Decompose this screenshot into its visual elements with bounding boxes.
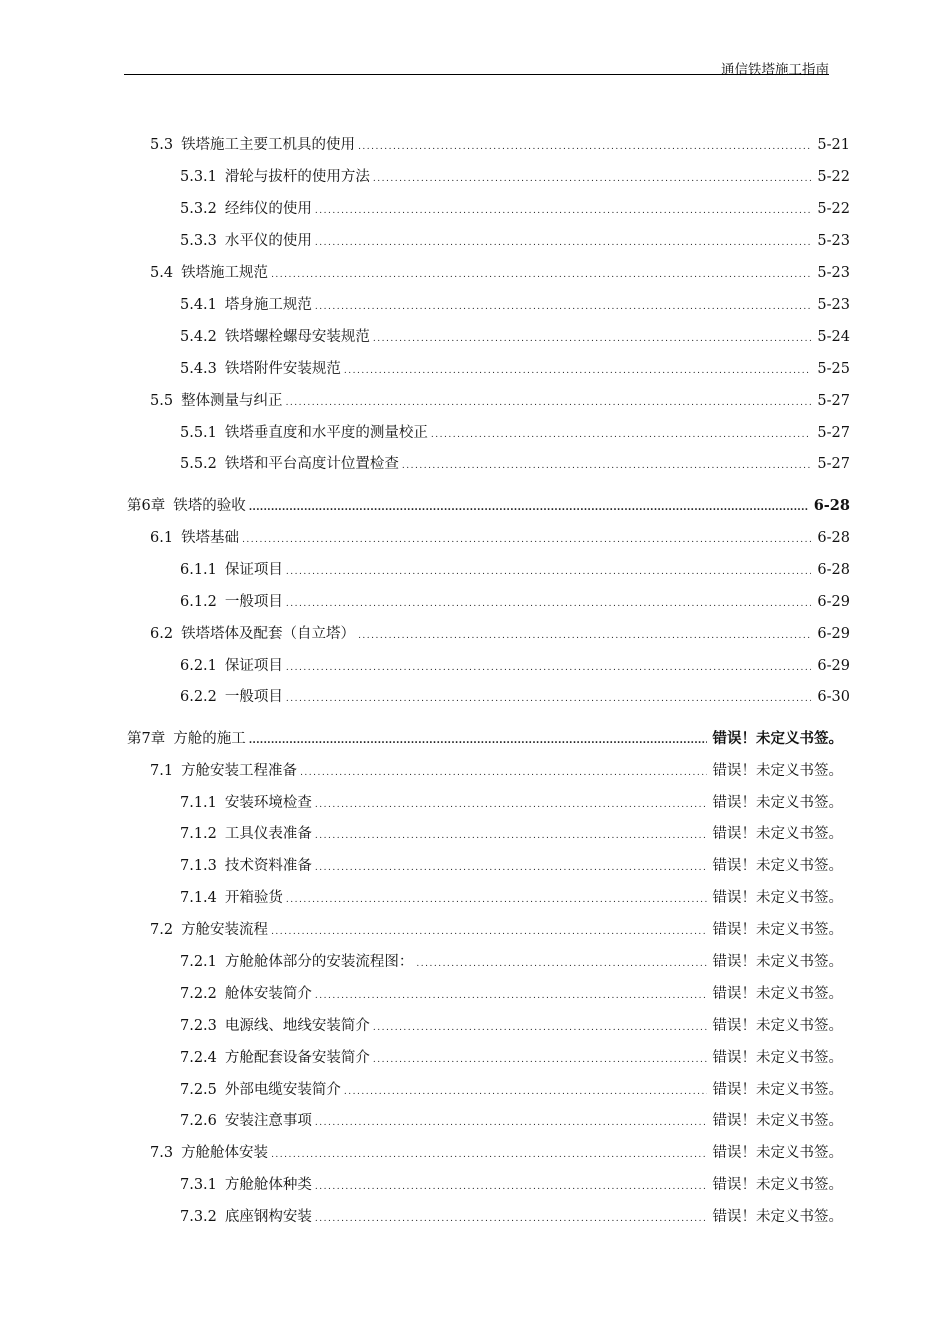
toc-entry[interactable] [180, 231, 850, 253]
toc-entry-page: 错误！未定义书签。 [712, 795, 843, 811]
toc-entry-title: 舱体安装简介 [224, 986, 312, 1002]
toc-entry[interactable] [180, 1175, 843, 1197]
toc-entry-title: 方舱舱体部分的安装流程图： [224, 954, 414, 970]
toc-entry-number: 第7章 [127, 731, 166, 747]
toc-entry-title: 方舱配套设备安装简介 [224, 1050, 370, 1066]
toc-entry[interactable] [180, 984, 843, 1006]
toc-entry-page: 6-29 [817, 626, 850, 642]
toc-entry[interactable] [180, 952, 843, 974]
toc-leader-dots [315, 986, 707, 1006]
toc-entry[interactable] [150, 391, 850, 413]
toc-entry-title: 滑轮与拔杆的使用方法 [224, 169, 370, 185]
toc-entry-page: 5-23 [817, 297, 850, 313]
toc-entry-number: 5.5.1 [180, 425, 217, 441]
toc-entry[interactable] [180, 1080, 843, 1102]
toc-leader-dots [271, 922, 706, 942]
toc-entry-number: 7.2.5 [180, 1082, 217, 1098]
toc-entry-title: 开箱验货 [224, 890, 283, 906]
toc-entry-number: 6.2 [150, 626, 174, 642]
toc-leader-dots [315, 297, 812, 317]
toc-entry-page: 5-27 [817, 425, 850, 441]
toc-entry-page: 错误！未定义书签。 [712, 954, 843, 970]
toc-entry-page: 5-21 [817, 137, 850, 153]
toc-entry-number: 7.2.2 [180, 986, 217, 1002]
toc-leader-dots [271, 1145, 706, 1165]
toc-entry[interactable] [150, 263, 850, 285]
toc-entry-title: 方舱舱体安装 [181, 1145, 269, 1161]
toc-entry-page: 错误！未定义书签。 [712, 986, 843, 1002]
toc-entry[interactable] [180, 560, 850, 582]
toc-entry-page: 6-30 [817, 689, 850, 705]
toc-leader-dots [249, 731, 707, 751]
toc-entry-number: 7.1.3 [180, 858, 217, 874]
toc-entry-title: 电源线、地线安装简介 [224, 1018, 370, 1034]
toc-entry-page: 6-29 [817, 658, 850, 674]
toc-entry-number: 7.3 [150, 1145, 174, 1161]
toc-entry-title: 铁塔和平台高度计位置检查 [224, 456, 399, 472]
toc-entry[interactable] [127, 729, 843, 751]
toc-entry-title: 底座钢构安装 [224, 1209, 312, 1225]
toc-leader-dots [431, 425, 812, 445]
toc-entry-number: 7.2.4 [180, 1050, 217, 1066]
toc-entry[interactable] [180, 1111, 843, 1133]
toc-leader-dots [315, 826, 707, 846]
toc-entry[interactable] [180, 1207, 843, 1229]
toc-leader-dots [286, 393, 812, 413]
toc-entry-title: 水平仪的使用 [224, 233, 312, 249]
toc-entry-number: 6.1.1 [180, 562, 217, 578]
toc-entry-title: 铁塔施工规范 [181, 265, 269, 281]
toc-entry[interactable] [180, 888, 843, 910]
toc-entry-title: 方舱安装流程 [181, 922, 269, 938]
toc-leader-dots [402, 456, 812, 476]
header-rule [124, 74, 829, 75]
toc-entry-title: 方舱的施工 [173, 731, 246, 747]
toc-entry[interactable] [180, 423, 850, 445]
toc-leader-dots [315, 1113, 707, 1133]
toc-leader-dots [373, 329, 812, 349]
toc-entry-page: 5-27 [817, 393, 850, 409]
toc-entry[interactable] [150, 135, 850, 157]
toc-entry-page: 错误！未定义书签。 [712, 1018, 843, 1034]
toc-leader-dots [315, 201, 812, 221]
toc-entry-title: 铁塔基础 [181, 530, 240, 546]
toc-entry-page: 错误！未定义书签。 [712, 858, 843, 874]
toc-leader-dots [300, 763, 706, 783]
toc-leader-dots [373, 1050, 707, 1070]
toc-entry-number: 6.1.2 [180, 594, 217, 610]
toc-entry-number: 7.2 [150, 922, 174, 938]
toc-leader-dots [344, 361, 812, 381]
toc-entry[interactable] [150, 1143, 843, 1165]
toc-entry-page: 错误！未定义书签。 [712, 890, 843, 906]
toc-entry[interactable] [150, 920, 843, 942]
toc-leader-dots [286, 562, 812, 582]
toc-entry-number: 7.1.1 [180, 795, 217, 811]
toc-entry-title: 外部电缆安装简介 [224, 1082, 341, 1098]
toc-leader-dots [286, 890, 707, 910]
toc-entry-title: 安装环境检查 [224, 795, 312, 811]
toc-entry[interactable] [180, 359, 850, 381]
toc-entry-title: 保证项目 [224, 562, 283, 578]
toc-entry-title: 铁塔垂直度和水平度的测量校正 [224, 425, 428, 441]
toc-entry-number: 5.4.1 [180, 297, 217, 313]
toc-entry-page: 错误！未定义书签。 [712, 1209, 843, 1225]
toc-leader-dots [315, 1177, 707, 1197]
toc-entry-number: 7.1 [150, 763, 174, 779]
toc-entry-page: 错误！未定义书签。 [712, 1177, 843, 1193]
toc-entry-number: 5.5.2 [180, 456, 217, 472]
toc-entry-page: 错误！未定义书签。 [712, 826, 843, 842]
toc-entry[interactable] [180, 656, 850, 678]
toc-entry-title: 铁塔螺栓螺母安装规范 [224, 329, 370, 345]
toc-entry-number: 5.3.1 [180, 169, 217, 185]
toc-leader-dots [344, 1082, 707, 1102]
toc-entry-number: 5.4.2 [180, 329, 217, 345]
toc-entry[interactable] [180, 167, 850, 189]
toc-entry-page: 5-23 [817, 233, 850, 249]
toc-entry-number: 6.1 [150, 530, 174, 546]
toc-entry-title: 塔身施工规范 [224, 297, 312, 313]
toc-entry-title: 一般项目 [224, 594, 283, 610]
header-title: 通信铁塔施工指南 [721, 62, 829, 78]
toc-entry-page: 6-28 [817, 562, 850, 578]
toc-entry-title: 技术资料准备 [224, 858, 312, 874]
toc-entry-title: 一般项目 [224, 689, 283, 705]
toc-entry-title: 经纬仪的使用 [224, 201, 312, 217]
toc-entry[interactable] [150, 528, 850, 550]
toc-leader-dots [286, 658, 812, 678]
toc-entry[interactable] [180, 327, 850, 349]
toc-entry[interactable] [180, 1016, 843, 1038]
toc-leader-dots [315, 233, 812, 253]
toc-entry-page: 错误！未定义书签。 [712, 922, 843, 938]
toc-entry[interactable] [180, 199, 850, 221]
toc-entry-title: 保证项目 [224, 658, 283, 674]
toc-leader-dots [315, 795, 707, 815]
toc-entry-number: 5.3.3 [180, 233, 217, 249]
toc-entry[interactable] [180, 824, 843, 846]
toc-entry-number: 6.2.1 [180, 658, 217, 674]
toc-leader-dots [358, 626, 811, 646]
toc-entry-page: 5-27 [817, 456, 850, 472]
toc-entry-page: 6-28 [813, 497, 850, 514]
toc-entry-title: 铁塔附件安装规范 [224, 361, 341, 377]
toc-entry[interactable] [180, 592, 850, 614]
toc-entry-page: 错误！未定义书签。 [712, 1050, 843, 1066]
toc-entry-page: 错误！未定义书签。 [712, 1082, 843, 1098]
toc-entry-page: 6-28 [817, 530, 850, 546]
toc-entry[interactable] [180, 793, 843, 815]
toc-entry-page: 错误！未定义书签。 [712, 763, 843, 779]
toc-leader-dots [315, 1209, 707, 1229]
toc-entry-title: 方舱安装工程准备 [181, 763, 298, 779]
toc-entry-title: 铁塔的验收 [173, 498, 246, 514]
toc-entry-page: 5-22 [817, 169, 850, 185]
toc-leader-dots [249, 498, 808, 518]
toc-leader-dots [373, 169, 812, 189]
toc-entry-title: 整体测量与纠正 [181, 393, 283, 409]
toc-entry-number: 7.3.2 [180, 1209, 217, 1225]
toc-entry-number: 7.1.2 [180, 826, 217, 842]
toc-entry-number: 5.4.3 [180, 361, 217, 377]
toc-entry-page: 5-22 [817, 201, 850, 217]
toc-leader-dots [315, 858, 707, 878]
toc-leader-dots [373, 1018, 707, 1038]
toc-entry-page: 5-23 [817, 265, 850, 281]
toc-entry-number: 7.1.4 [180, 890, 217, 906]
toc-entry-title: 安装注意事项 [224, 1113, 312, 1129]
toc-entry[interactable] [150, 624, 850, 646]
toc-entry[interactable] [127, 496, 850, 518]
toc-leader-dots [286, 689, 812, 709]
toc-entry[interactable] [180, 856, 843, 878]
toc-entry-number: 5.5 [150, 393, 174, 409]
toc-entry-number: 7.2.1 [180, 954, 217, 970]
toc-entry-number: 7.3.1 [180, 1177, 217, 1193]
toc-entry[interactable] [150, 761, 843, 783]
toc-entry-number: 7.2.3 [180, 1018, 217, 1034]
toc-entry-title: 铁塔施工主要工机具的使用 [181, 137, 356, 153]
toc-entry[interactable] [180, 1048, 843, 1070]
toc-entry-number: 5.4 [150, 265, 174, 281]
toc-entry-page: 错误！未定义书签。 [712, 1113, 843, 1129]
toc-entry-page: 错误！未定义书签。 [712, 730, 843, 747]
toc-leader-dots [271, 265, 811, 285]
toc-leader-dots [416, 954, 706, 974]
toc-entry-page: 5-24 [817, 329, 850, 345]
toc-entry-number: 5.3.2 [180, 201, 217, 217]
toc-entry-number: 7.2.6 [180, 1113, 217, 1129]
toc-leader-dots [242, 530, 811, 550]
toc-entry-page: 5-25 [817, 361, 850, 377]
toc-entry-title: 工具仪表准备 [224, 826, 312, 842]
toc-entry-title: 铁塔塔体及配套（自立塔） [181, 626, 356, 642]
toc-entry-number: 6.2.2 [180, 689, 217, 705]
toc-entry[interactable] [180, 687, 850, 709]
toc-leader-dots [286, 594, 812, 614]
toc-entry-title: 方舱舱体种类 [224, 1177, 312, 1193]
toc-entry-page: 6-29 [817, 594, 850, 610]
toc-entry[interactable] [180, 295, 850, 317]
toc-leader-dots [358, 137, 811, 157]
toc-entry[interactable] [180, 454, 850, 476]
toc-entry-page: 错误！未定义书签。 [712, 1145, 843, 1161]
toc-entry-number: 5.3 [150, 137, 174, 153]
toc-entry-number: 第6章 [127, 498, 166, 514]
